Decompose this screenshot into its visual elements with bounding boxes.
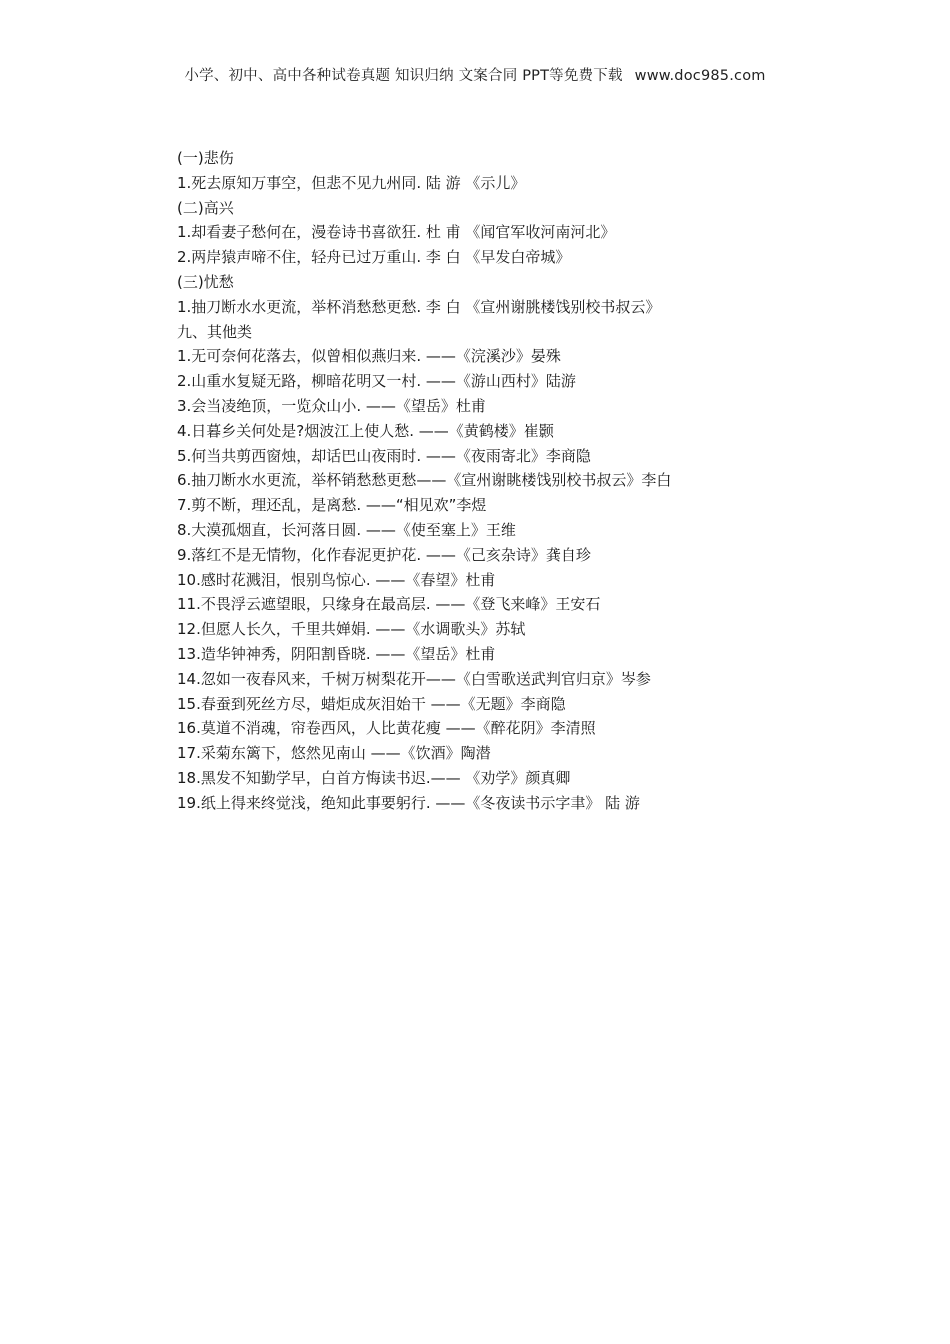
poem-line: 1.死去原知万事空，但悲不见九州同. 陆 游 《示儿》 (177, 173, 526, 192)
section-heading-sorrow: (一)悲伤 (177, 149, 234, 167)
poem-line: 1.却看妻子愁何在，漫卷诗书喜欲狂. 杜 甫 《闻官军收河南河北》 (177, 223, 616, 242)
header-text: 小学、初中、高中各种试卷真题 知识归纳 文案合同 PPT等免费下载 (184, 68, 623, 84)
poem-line: 4.日暮乡关何处是?烟波江上使人愁. ——《黄鹤楼》崔颢 (177, 421, 554, 440)
poem-line: 19.纸上得来终觉浅，绝知此事要躬行. ——《冬夜读书示字聿》 陆 游 (177, 793, 640, 812)
poem-line: 1.抽刀断水水更流，举杯消愁愁更愁. 李 白 《宣州谢朓楼饯别校书叔云》 (177, 297, 661, 316)
poem-line: 10.感时花溅泪，恨别鸟惊心. ——《春望》杜甫 (177, 570, 496, 589)
section-heading-other: 九、其他类 (177, 322, 253, 341)
poem-line: 11.不畏浮云遮望眼，只缘身在最高层. ——《登飞来峰》王安石 (177, 595, 601, 614)
poem-line: 18.黑发不知勤学早，白首方悔读书迟.—— 《劝学》颜真卿 (177, 768, 571, 787)
poem-line: 3.会当凌绝顶，一览众山小. ——《望岳》杜甫 (177, 396, 486, 415)
poem-line: 12.但愿人长久，千里共婵娟. ——《水调歌头》苏轼 (177, 620, 526, 639)
poem-line: 7.剪不断，理还乱，是离愁. ——“相见欢”李煜 (177, 496, 487, 515)
page-header (0, 64, 950, 85)
poem-line: 14.忽如一夜春风来，千树万树梨花开——《白雪歌送武判官归京》岑参 (177, 669, 651, 688)
poem-line: 8.大漠孤烟直，长河落日圆. ——《使至塞上》王维 (177, 520, 516, 539)
poem-line: 5.何当共剪西窗烛，却话巴山夜雨时. ——《夜雨寄北》李商隐 (177, 446, 591, 465)
poem-line: 17.采菊东篱下，悠然见南山 ——《饮酒》陶潜 (177, 744, 491, 763)
poem-line: 16.莫道不消魂，帘卷西风，人比黄花瘦 ——《醉花阴》李清照 (177, 719, 596, 738)
header-site: www.doc985.com (634, 68, 766, 84)
poem-line: 13.造华钟神秀，阴阳割昏晓. ——《望岳》杜甫 (177, 644, 496, 663)
poem-line: 2.两岸猿声啼不住，轻舟已过万重山. 李 白 《早发白帝城》 (177, 248, 571, 267)
poem-line: 15.春蚕到死丝方尽，蜡炬成灰泪始干 ——《无题》李商隐 (177, 694, 566, 713)
poem-line: 6.抽刀断水水更流，举杯销愁愁更愁——《宣州谢眺楼饯别校书叔云》李白 (177, 471, 672, 490)
section-heading-worry: (三)忧愁 (177, 272, 234, 291)
poem-line: 1.无可奈何花落去，似曾相似燕归来. ——《浣溪沙》晏殊 (177, 347, 561, 366)
poem-line: 2.山重水复疑无路，柳暗花明又一村. ——《游山西村》陆游 (177, 372, 576, 391)
document-body (177, 146, 897, 816)
poem-line: 9.落红不是无情物，化作春泥更护花. ——《己亥杂诗》龚自珍 (177, 545, 591, 564)
section-heading-joy: (二)高兴 (177, 198, 234, 217)
